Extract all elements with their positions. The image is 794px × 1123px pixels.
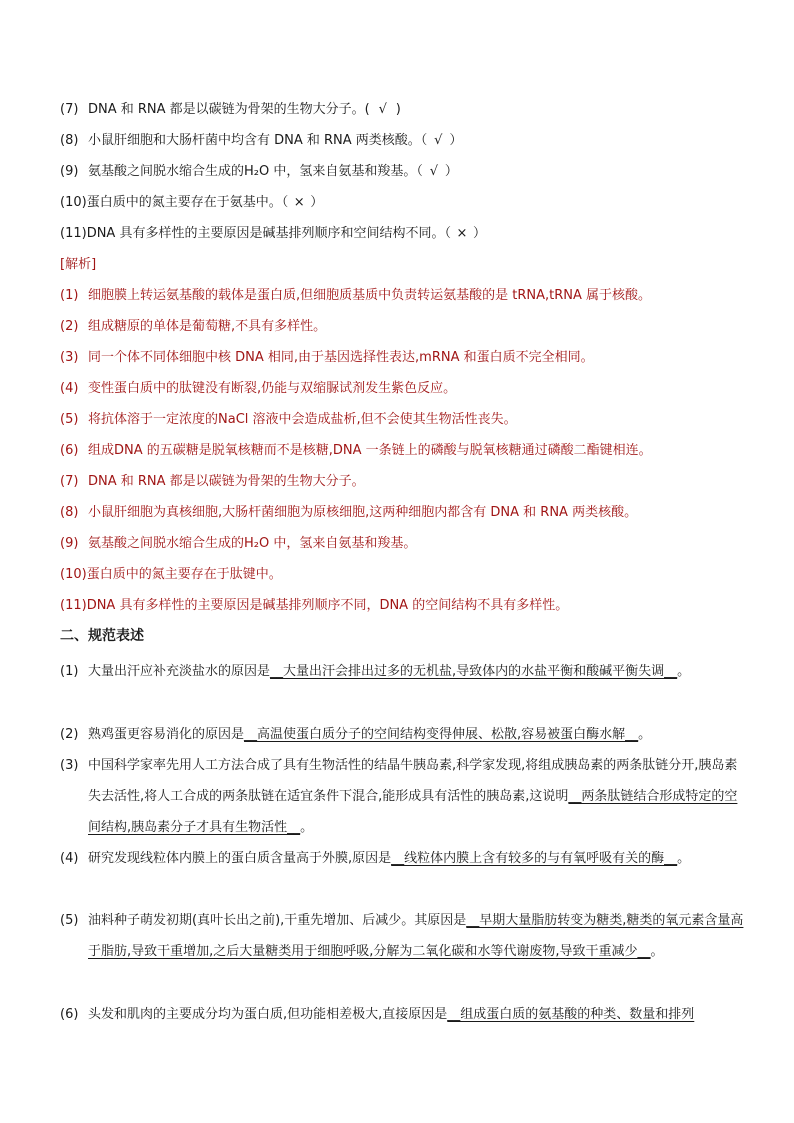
close-paren: ） xyxy=(449,133,463,148)
item-text: 组成DNA 的五碳糖是脱氧核糖而不是核糖,DNA 一条链上的磷酸与脱氧核糖通过磷酸二酯键相连。 xyxy=(88,443,652,458)
question-text: 大量出汗应补充淡盐水的原因是 xyxy=(88,664,271,679)
item-text: 蛋白质中的氮主要存在于肽键中。 xyxy=(86,567,282,582)
check-mark: √ xyxy=(378,102,387,117)
analysis-item xyxy=(60,404,740,435)
analysis-item xyxy=(60,373,740,404)
item-number: (5) xyxy=(60,412,79,427)
analysis-item xyxy=(60,590,740,621)
analysis-item xyxy=(60,528,740,559)
judgment-item xyxy=(60,125,740,156)
question-text: 研究发现线粒体内膜上的蛋白质含量高于外膜,原因是 xyxy=(88,851,392,866)
judgment-item xyxy=(60,94,740,125)
expression-item xyxy=(60,719,750,750)
expression-item xyxy=(60,905,750,967)
analysis-item xyxy=(60,435,740,466)
expression-item xyxy=(60,999,750,1030)
item-text: 小鼠肝细胞为真核细胞,大肠杆菌细胞为原核细胞,这两种细胞内都含有 DNA 和 RNA 两类核酸。 xyxy=(88,505,638,520)
answer-text: __高温使蛋白质分子的空间结构变得伸展、松散,容易被蛋白酶水解__ xyxy=(244,727,639,742)
answer-text: __两条肽链结合形成特定的空间结构,胰岛素分子才具有生物活性__ xyxy=(88,789,738,835)
answer-text: __大量出汗会排出过多的无机盐,导致体内的水盐平衡和酸碱平衡失调__ xyxy=(270,664,678,679)
item-number: (5) xyxy=(60,913,79,928)
judgment-item xyxy=(60,218,740,249)
question-text: 中国科学家率先用人工方法合成了具有生物活性的结晶牛胰岛素,科学家发现,将组成胰岛素的两条肽链分开,胰岛素失去活性,将人工合成的两条肽链在适宜条件下混合,能形成具有活性的胰岛素,这说明 xyxy=(88,758,738,804)
item-number: (1) xyxy=(60,664,79,679)
item-number: (2) xyxy=(60,727,79,742)
item-text: 将抗体溶于一定浓度的NaCl 溶液中会造成盐析,但不会使其生物活性丧失。 xyxy=(88,412,517,427)
item-number: (1) xyxy=(60,288,79,303)
item-text: 小鼠肝细胞和大肠杆菌中均含有 DNA 和 RNA 两类核酸。（ xyxy=(88,133,428,148)
item-number: (10) xyxy=(60,195,87,210)
item-number: (6) xyxy=(60,443,79,458)
end-punct: 。 xyxy=(650,944,664,959)
item-text: 组成糖原的单体是葡萄糖,不具有多样性。 xyxy=(88,319,327,334)
judgment-item xyxy=(60,156,740,187)
item-text: 氨基酸之间脱水缩合生成的H₂O 中，氢来自氨基和羧基。 xyxy=(88,536,417,551)
cross-mark: × xyxy=(456,226,468,241)
answer-text: __组成蛋白质的氨基酸的种类、数量和排列 xyxy=(447,1007,695,1022)
item-number: (10) xyxy=(60,567,87,582)
analysis-item xyxy=(60,497,740,528)
analysis-title: [解析] xyxy=(60,257,97,272)
section-heading: 二、规范表述 xyxy=(60,628,144,644)
item-number: (9) xyxy=(60,164,79,179)
item-number: (2) xyxy=(60,319,79,334)
item-text: DNA 和 RNA 都是以碳链为骨架的生物大分子。 xyxy=(88,474,365,489)
answer-text: __线粒体内膜上含有较多的与有氧呼吸有关的酶__ xyxy=(391,851,678,866)
check-mark: √ xyxy=(434,133,443,148)
judgment-list xyxy=(60,94,740,652)
item-text: 同一个体不同体细胞中核 DNA 相同,由于基因选择性表达,mRNA 和蛋白质不完全相同。 xyxy=(88,350,594,365)
analysis-item xyxy=(60,559,740,590)
item-text: 细胞膜上转运氨基酸的载体是蛋白质,但细胞质基质中负责转运氨基酸的是 tRNA,tRNA 属于核酸。 xyxy=(88,288,652,303)
judgment-item xyxy=(60,187,740,218)
end-punct: 。 xyxy=(677,851,691,866)
answer-text: __早期大量脂肪转变为糖类,糖类的氧元素含量高于脂肪,导致干重增加,之后大量糖类用于细胞呼吸,分解为二氧化碳和水等代谢废物,导致干重减少__ xyxy=(88,913,744,959)
expression-item xyxy=(60,750,750,843)
check-mark: √ xyxy=(429,164,438,179)
item-text: 蛋白质中的氮主要存在于氨基中。（ xyxy=(86,195,289,210)
item-number: (8) xyxy=(60,133,79,148)
item-number: (4) xyxy=(60,851,79,866)
end-punct: 。 xyxy=(677,664,691,679)
analysis-item xyxy=(60,311,740,342)
item-text: 氨基酸之间脱水缩合生成的H₂O 中，氢来自氨基和羧基。（ xyxy=(88,164,423,179)
item-number: (6) xyxy=(60,1007,79,1022)
close-paren: ） xyxy=(472,226,486,241)
item-number: (9) xyxy=(60,536,79,551)
item-text: 变性蛋白质中的肽键没有断裂,仍能与双缩脲试剂发生紫色反应。 xyxy=(88,381,457,396)
analysis-item xyxy=(60,466,740,497)
item-number: (11) xyxy=(60,598,87,613)
question-text: 熟鸡蛋更容易消化的原因是 xyxy=(88,727,245,742)
item-number: (11) xyxy=(60,226,87,241)
close-paren: ） xyxy=(444,164,458,179)
item-text: DNA 具有多样性的主要原因是碱基排列顺序和空间结构不同。（ xyxy=(86,226,451,241)
expression-item xyxy=(60,843,750,874)
cross-mark: × xyxy=(293,195,305,210)
question-text: 油料种子萌发初期(真叶长出之前),干重先增加、后减少。其原因是 xyxy=(88,913,467,928)
analysis-item xyxy=(60,280,740,311)
end-punct: 。 xyxy=(638,727,652,742)
item-number: (3) xyxy=(60,758,79,773)
item-number: (3) xyxy=(60,350,79,365)
close-paren: ) xyxy=(395,102,401,117)
item-number: (4) xyxy=(60,381,79,396)
item-number: (7) xyxy=(60,102,79,117)
end-punct: 。 xyxy=(300,820,314,835)
item-number: (8) xyxy=(60,505,79,520)
item-text: DNA 和 RNA 都是以碳链为骨架的生物大分子。( xyxy=(88,102,370,117)
item-text: DNA 具有多样性的主要原因是碱基排列顺序不同，DNA 的空间结构不具有多样性。 xyxy=(86,598,569,613)
analysis-item xyxy=(60,342,740,373)
expression-item xyxy=(60,656,750,687)
question-text: 头发和肌肉的主要成分均为蛋白质,但功能相差极大,直接原因是 xyxy=(88,1007,448,1022)
close-paren: ） xyxy=(310,195,324,210)
item-number: (7) xyxy=(60,474,79,489)
